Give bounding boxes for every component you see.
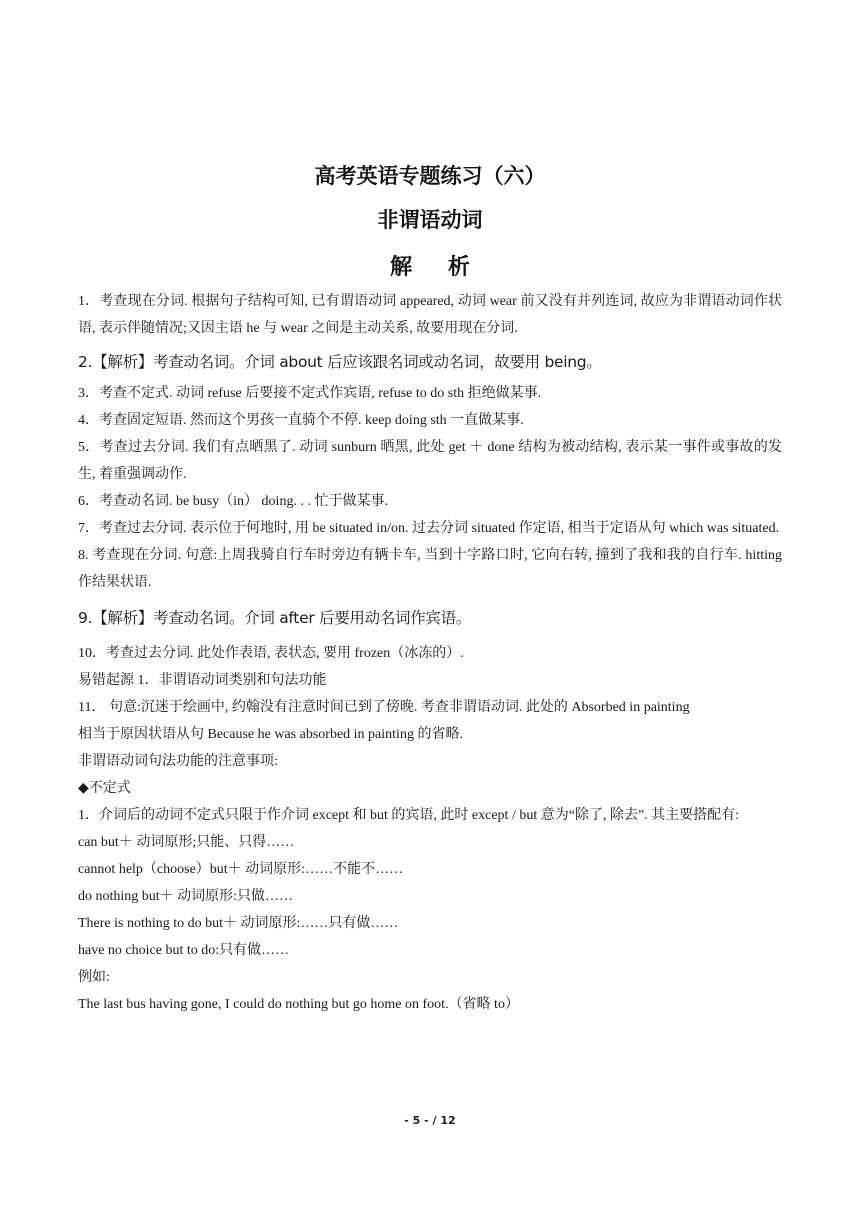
paragraph: cannot help（choose）but＋ 动词原形:……不能不…… [78,862,404,877]
paragraph: 例如: [78,970,110,985]
paragraph: 5．考查过去分词. 我们有点晒黑了. 动词 sunburn 晒黑, 此处 get ＋ done 结构为被动结构, 表示某一事件或事故的发生, 着重强调动作. [78,440,782,482]
paragraph: ◆不定式 [78,781,131,796]
section-heading: 解 析 [390,255,484,280]
paragraph: do nothing but＋ 动词原形:只做…… [78,889,294,904]
answer-content [78,288,782,1018]
paragraph: 1．介词后的动词不定式只限于作介词 except 和 but 的宾语, 此时 except / but 意为“除了, 除去”. 其主要搭配有: [78,808,740,823]
paragraph: can but＋ 动词原形;只能、只得…… [78,835,295,850]
paragraph: 1．考查现在分词. 根据句子结构可知, 已有谓语动词 appeared, 动词 wear 前又没有并列连词, 故应为非谓语动词作状语, 表示伴随情况;又因主语 he 与 wear 之间是主动关系, 故要用现在分词. [78,294,782,336]
paragraph: 易错起源 1．非谓语动词类别和句法功能 [78,673,327,688]
paragraph: 相当于原因状语从句 Because he was absorbed in painting 的省略. [78,727,463,742]
paragraph: 6．考查动名词. be busy（in） doing. . . 忙于做某事. [78,494,388,509]
paragraph: There is nothing to do but＋ 动词原形:……只有做…… [78,916,399,931]
paragraph: 7．考查过去分词. 表示位于何地时, 用 be situated in/on. 过去分词 situated 作定语, 相当于定语从句 which was situated. [78,521,780,536]
document-subtitle: 非谓语动词 [377,208,483,232]
page-number: - 5 - / 12 [404,1114,456,1127]
paragraph: 8. 考查现在分词. 句意:上周我骑自行车时旁边有辆卡车, 当到十字路口时, 它向右转, 撞到了我和我的自行车. hitting 作结果状语. [78,548,782,590]
paragraph: 2.【解析】考查动名词。介词 about 后应该跟名词或动名词，故要用 being。 [78,353,602,371]
document-title: 高考英语专题练习（六） [314,164,546,188]
paragraph: 4．考查固定短语. 然而这个男孩一直骑个不停. keep doing sth 一直做某事. [78,413,524,428]
paragraph: 非谓语动词句法功能的注意事项: [78,754,278,769]
paragraph: The last bus having gone, I could do nothing but go home on foot.（省略 to） [78,997,519,1012]
paragraph: 11． 句意:沉迷于绘画中, 约翰没有注意时间已到了傍晚. 考查非谓语动词. 此处的 Absorbed in painting [78,700,690,715]
paragraph: 3．考查不定式. 动词 refuse 后要接不定式作宾语, refuse to do sth 拒绝做某事. [78,386,542,401]
paragraph: have no choice but to do:只有做…… [78,943,290,958]
paragraph: 10．考查过去分词. 此处作表语, 表状态, 要用 frozen（冰冻的）. [78,646,464,661]
paragraph: 9.【解析】考查动名词。介词 after 后要用动名词作宾语。 [78,609,472,627]
